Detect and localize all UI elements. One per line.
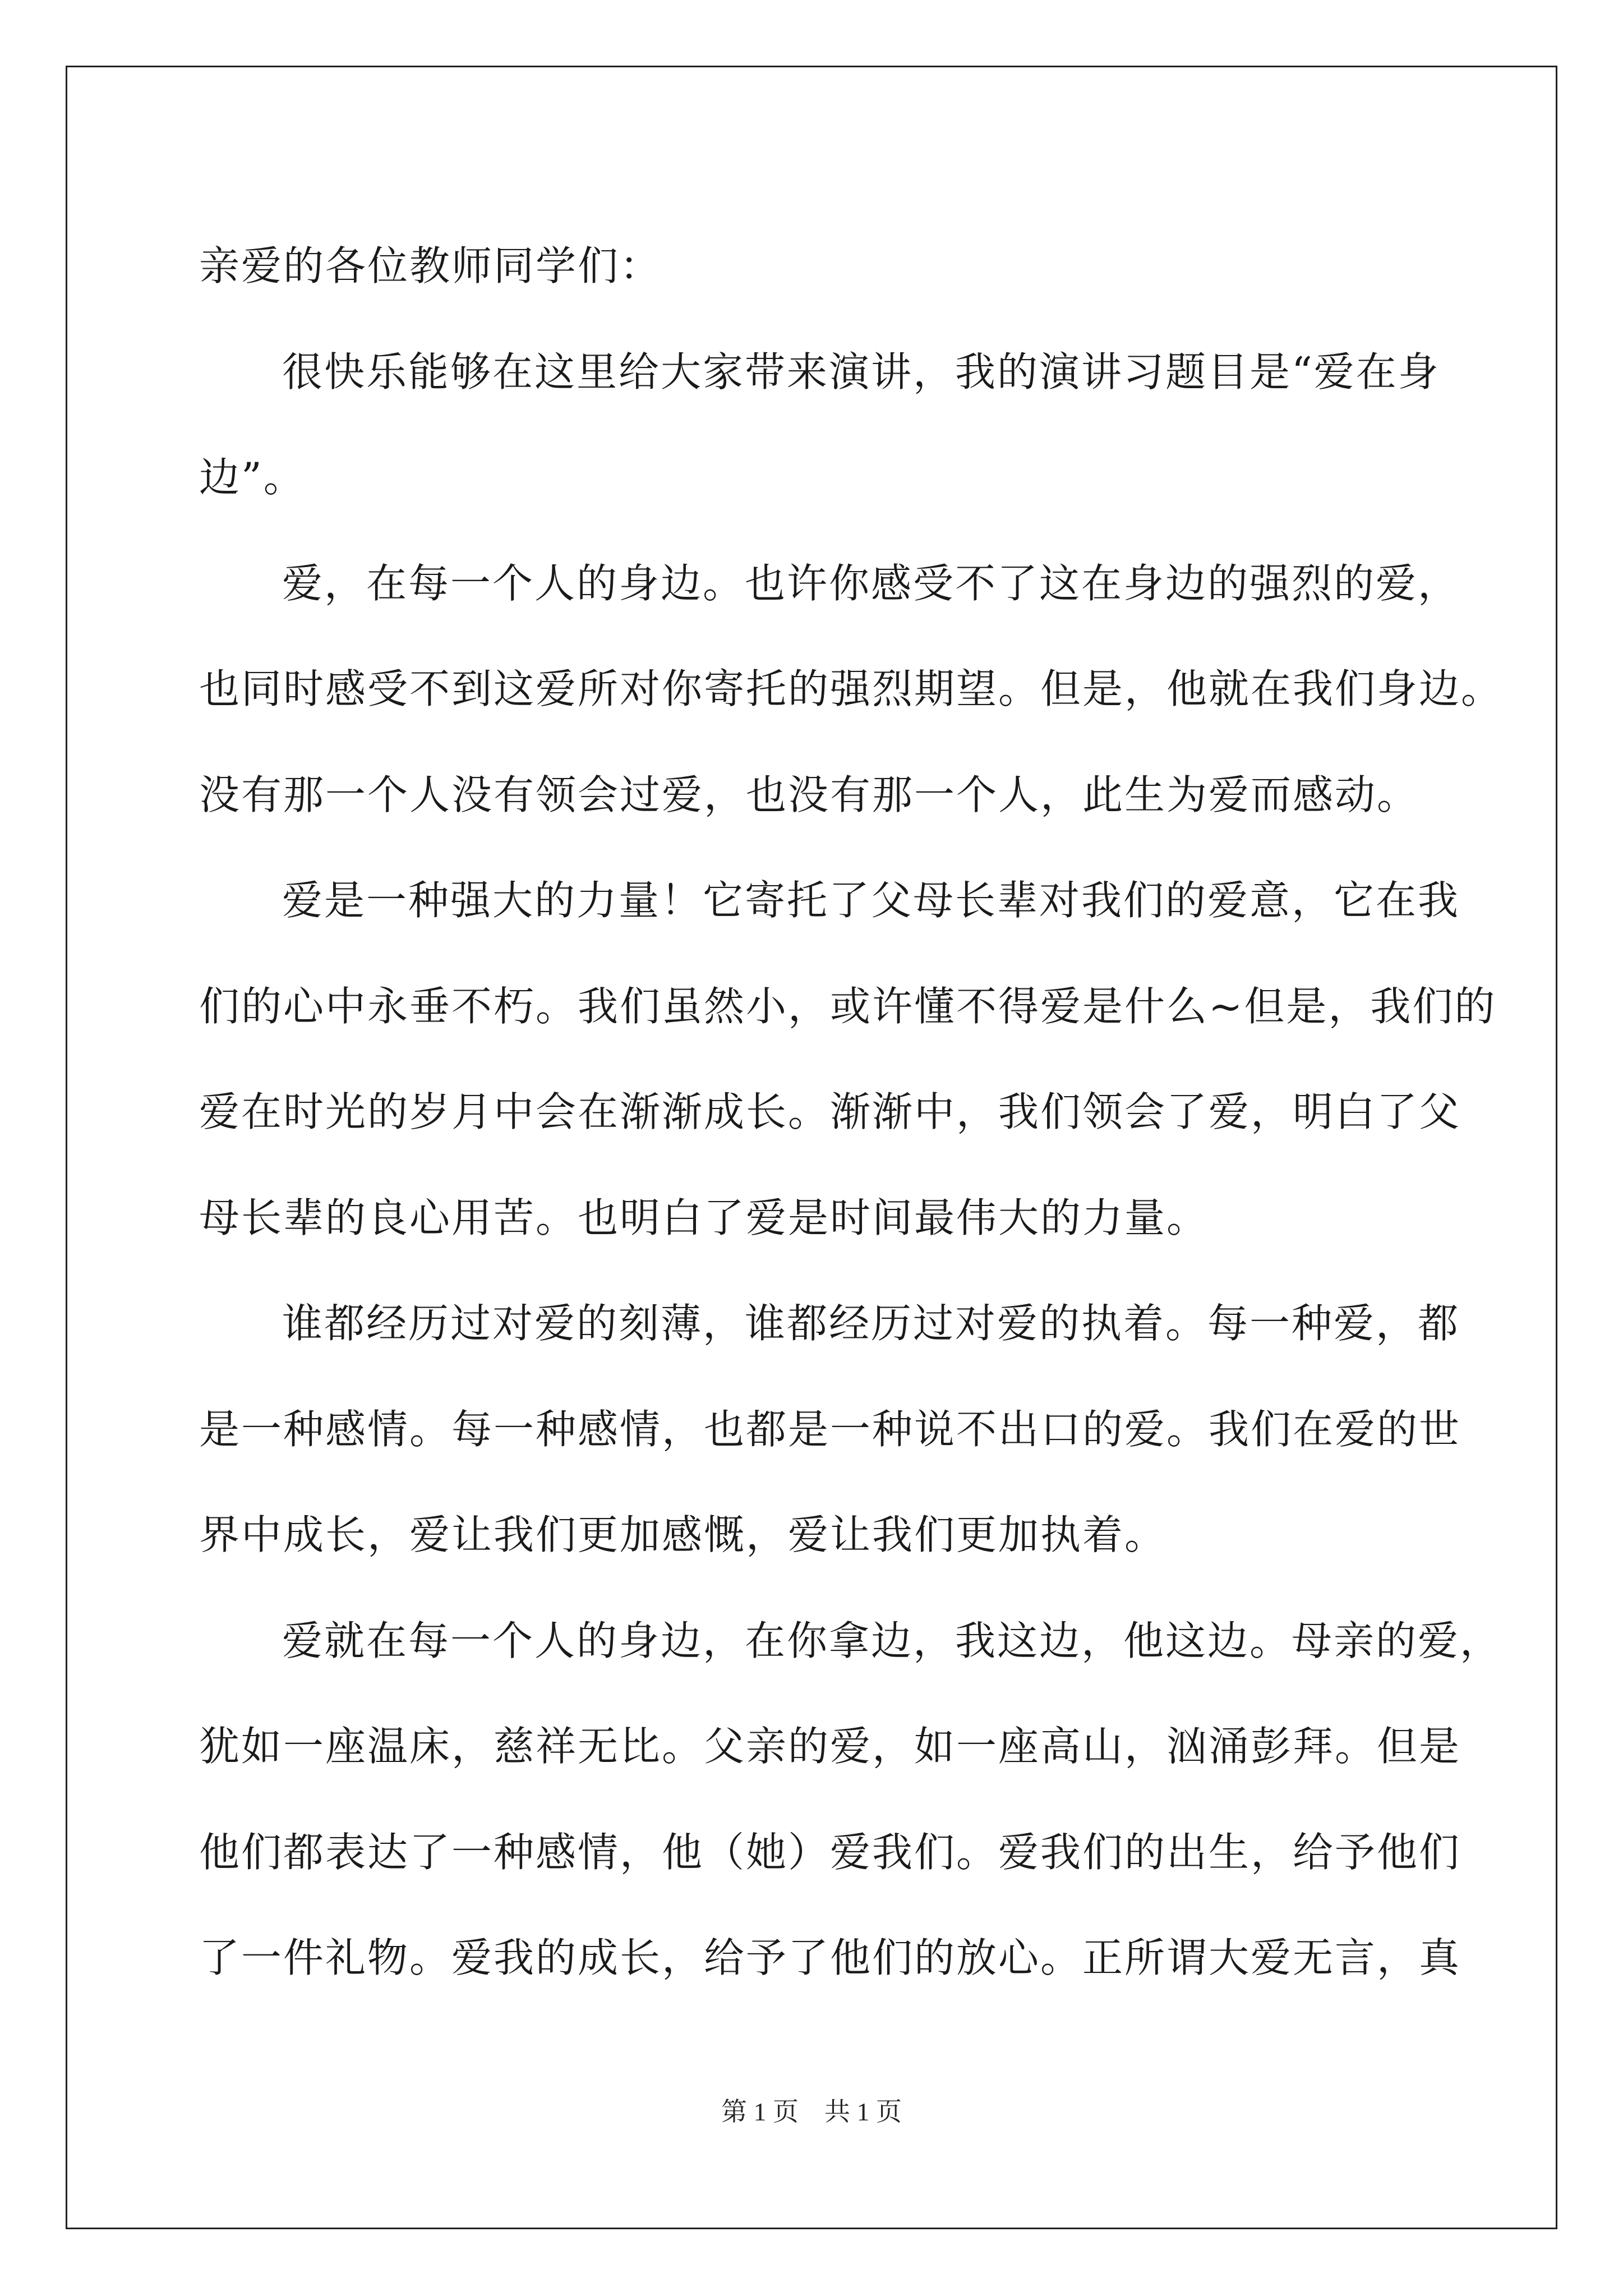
text-line: 也同时感受不到这爱所对你寄托的强烈期望。但是，他就在我们身边。 xyxy=(199,665,1504,712)
text-line: 了一件礼物。爱我的成长，给予了他们的放心。正所谓大爱无言，真 xyxy=(199,1934,1461,1981)
text-line: 爱在时光的岁月中会在渐渐成长。渐渐中，我们领会了爱，明白了父 xyxy=(199,1088,1461,1135)
text-line: 是一种感情。每一种感情，也都是一种说不出口的爱。我们在爱的世 xyxy=(199,1405,1461,1453)
document-body xyxy=(199,213,1504,2011)
text-line: 爱，在每一个人的身边。也许你感受不了这在身边的强烈的爱， xyxy=(282,559,1460,607)
text-line: 爱就在每一个人的身边，在你拿边，我这边，他这边。母亲的爱， xyxy=(282,1617,1502,1664)
text-line: 没有那一个人没有领会过爱，也没有那一个人，此生为爱而感动。 xyxy=(199,771,1419,818)
page-footer: 第 1 页 共 1 页 xyxy=(721,2097,902,2126)
text-line: 母长辈的良心用苦。也明白了爱是时间最伟大的力量。 xyxy=(199,1194,1209,1241)
text-line: 界中成长，爱让我们更加感慨，爱让我们更加执着。 xyxy=(199,1511,1167,1558)
text-line: 犹如一座温床，慈祥无比。父亲的爱，如一座高山，汹涌彭拜。但是 xyxy=(199,1723,1461,1770)
text-line: 谁都经历过对爱的刻薄，谁都经历过对爱的执着。每一种爱，都 xyxy=(282,1300,1460,1347)
text-line: 边”。 xyxy=(199,454,306,501)
text-line: 很快乐能够在这里给大家带来演讲，我的演讲习题目是“爱在身 xyxy=(282,348,1440,395)
text-line: 爱是一种强大的力量！它寄托了父母长辈对我们的爱意，它在我 xyxy=(282,877,1460,924)
text-line: 他们都表达了一种感情，他（她）爱我们。爱我们的出生，给予他们 xyxy=(199,1828,1461,1876)
text-line: 亲爱的各位教师同学们： xyxy=(199,242,662,289)
text-line: 们的心中永垂不朽。我们虽然小，或许懂不得爱是什么~但是，我们的 xyxy=(199,982,1497,1030)
